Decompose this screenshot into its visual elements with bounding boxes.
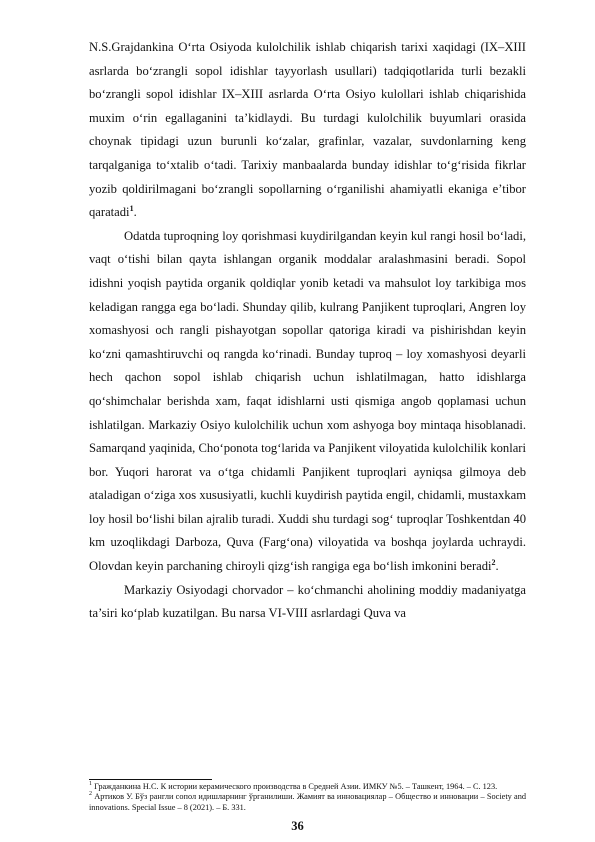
footnote-1-number: 1 (89, 781, 92, 788)
footnote-divider (89, 779, 212, 780)
paragraph-2 (89, 225, 526, 579)
paragraph-1-text: N.S.Grajdankina O‘rta Osiyoda kulolchilik ishlab chiqarish tarixi xaqidagi (IX–XIII asrlarda bo‘zrangli sopol idishlar tayyorlash usullari) tadqiqotlarida turli bezakli bo‘zrangli sopol idishlar IX–XIII asrlarda O‘rta Osiyo kulollari ishlab chiqarishida muxim o‘rin egallaganini ta’kidlaydi. Bu turdagi kulolchilik buyumlari orasida choynak tipidagi uzun burunli ko‘zalar, grafinlar, vazalar, suvdonlarning keng tarqalganiga to‘xtalib o‘tadi. Tarixiy manbaalarda bunday idishlar to‘g‘risida fikrlar yozib qoldirilmagani bo‘zrangli sopollarning o‘rganilishi ahamiyatli ekaniga e’tibor qaratadi (89, 40, 526, 220)
paragraph-2-text: Odatda tuproqning loy qorishmasi kuydirilgandan keyin kul rangi hosil bo‘ladi, vaqt o‘tishi bilan qayta ishlangan organik moddalar aralashmasini beradi. Sopol idishni yoqish paytida organik qoldiqlar yonib ketadi va mahsulot loy tarkibiga mos keladigan rangga ega bo‘ladi. Shunday qilib, kulrang Panjikent tuproqlari, Angren loy xomashyosi och rangli pishayotgan sopollar qatoriga kiradi va pishirishdan keyin ko‘zni qamashtiruvchi oq rangda ko‘rinadi. Bunday tuproq – loy xomashyosi deyarli hech qachon sopol ishlab chiqarish uchun ishlatilmagan, hatto idishlarga qo‘shimchalar berishda xam, faqat idishlarni usti qismiga angob qoplamasi uchun ishlatilgan. Markaziy Osiyo kulolchilik uchun xom ashyoga boy mintaqa hisoblanadi. Samarqand yaqinida, Cho‘ponota tog‘larida va Panjikent viloyatida kulolchilik konlari bor. Yuqori harorat va o‘tga chidamli Panjikent tuproqlari ayniqsa gilmoya deb ataladigan o‘ziga xos xususiyatli, kuchli kuydirish paytida engil, chidamli, mustaxkam loy hosil bo‘lishi bilan ajralib turadi. Xuddi shu turdagi sog‘ tuproqlar Toshkentdan 40 km uzoqlikdagi Darboza, Quva (Farg‘ona) viloyatida va boshqa joylarda uchraydi. Olovdan keyin parchaning chiroyli qizg‘ish rangiga ega bo‘lish imkonini beradi (89, 228, 526, 574)
footnote-1-text: Гражданкина Н.С. К истории керамического производства в Средней Азии. ИМКУ №5. – Ташкент, 1964. – С. 123. (94, 782, 498, 791)
paragraph-1 (89, 36, 526, 225)
footnote-2-number: 2 (89, 791, 92, 798)
paragraph-3 (89, 579, 526, 626)
paragraph-2-tail: . (495, 559, 499, 574)
footnote-2 (89, 792, 526, 813)
footnote-ref-1[interactable]: 1 (129, 203, 134, 213)
paragraph-3-text: Markaziy Osiyodagi chorvador – ko‘chmanchi aholining moddiy madaniyatga ta’siri ko‘plab kuzatilgan. Bu narsa VI-VIII asrlardagi Quva va (89, 582, 526, 621)
page-number: 36 (291, 819, 304, 833)
paragraph-1-tail: . (133, 205, 137, 220)
footnote-2-text: Артиков У. Бўз рангли сопол идишларнинг ўрганилиши. Жамият ва инновациялар – Общество и инновации – Society and innovations. Special Issue – 8 (2021). – Б. 331. (89, 792, 527, 812)
footnote-ref-2[interactable]: 2 (491, 557, 496, 567)
footnote-1 (89, 782, 526, 792)
footnotes (89, 779, 526, 813)
main-text (89, 36, 526, 626)
